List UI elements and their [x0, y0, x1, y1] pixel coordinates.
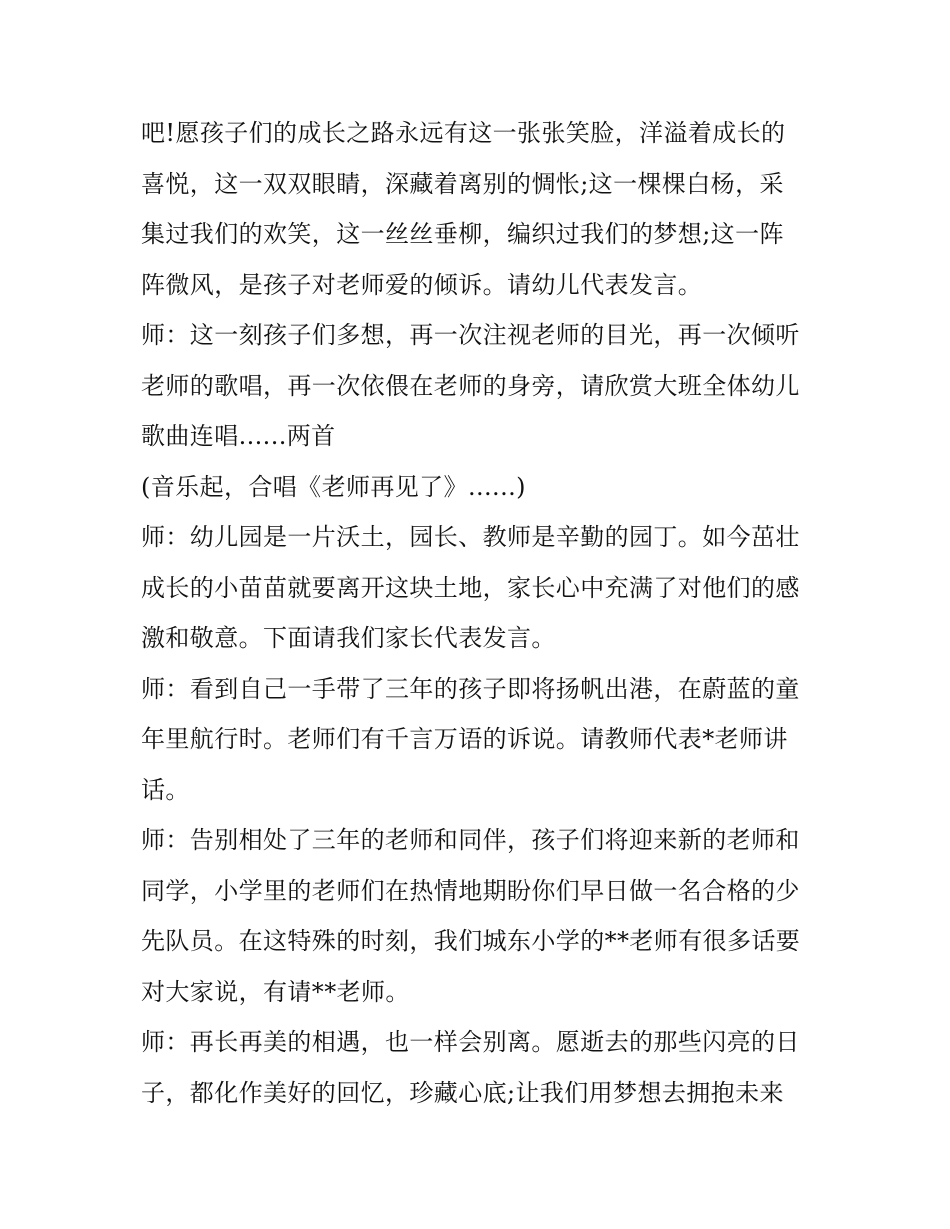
- text-line: 话。: [141, 775, 190, 804]
- text-line: 吧!愿孩子们的成长之路永远有这一张张笑脸，洋溢着成长的: [141, 119, 786, 147]
- text-line: 老师的歌唱，再一次依偎在老师的身旁，请欣赏大班全体幼儿: [141, 371, 800, 400]
- text-line: 子，都化作美好的回忆，珍藏心底;让我们用梦想去拥抱未来: [141, 1078, 784, 1107]
- text-line: 先队员。在这特殊的时刻，我们城东小学的**老师有很多话要: [141, 927, 801, 955]
- text-line: 师：幼儿园是一片沃土，园长、教师是辛勤的园丁。如今茁壮: [141, 523, 800, 551]
- text-line: 歌曲连唱......两首: [141, 422, 336, 450]
- text-line: 对大家说，有请**老师。: [141, 977, 410, 1006]
- text-line: 年里航行时。老师们有千言万语的诉说。请教师代表*老师讲: [141, 725, 788, 753]
- text-line: 阵微风，是孩子对老师爱的倾诉。请幼儿代表发言。: [141, 270, 703, 299]
- text-line: 师：这一刻孩子们多想，再一次注视老师的目光，再一次倾听: [141, 321, 800, 349]
- text-line: 师：看到自己一手带了三年的孩子即将扬帆出港，在蔚蓝的童: [141, 674, 800, 703]
- text-line: (音乐起，合唱《老师再见了》......): [141, 472, 526, 501]
- text-line: 喜悦，这一双双眼睛，深藏着离别的惆怅;这一棵棵白杨，采: [141, 169, 784, 198]
- document-body: [141, 108, 821, 1118]
- text-line: 同学，小学里的老师们在热情地期盼你们早日做一名合格的少: [141, 876, 800, 905]
- text-line: 集过我们的欢笑，这一丝丝垂柳，编织过我们的梦想;这一阵: [141, 220, 784, 248]
- text-line: 成长的小苗苗就要离开这块土地，家长心中充满了对他们的感: [141, 573, 800, 602]
- text-line: 激和敬意。下面请我们家长代表发言。: [141, 624, 556, 652]
- text-line: 师：再长再美的相遇，也一样会别离。愿逝去的那些闪亮的日: [141, 1028, 800, 1056]
- text-line: 师：告别相处了三年的老师和同伴，孩子们将迎来新的老师和: [141, 826, 800, 854]
